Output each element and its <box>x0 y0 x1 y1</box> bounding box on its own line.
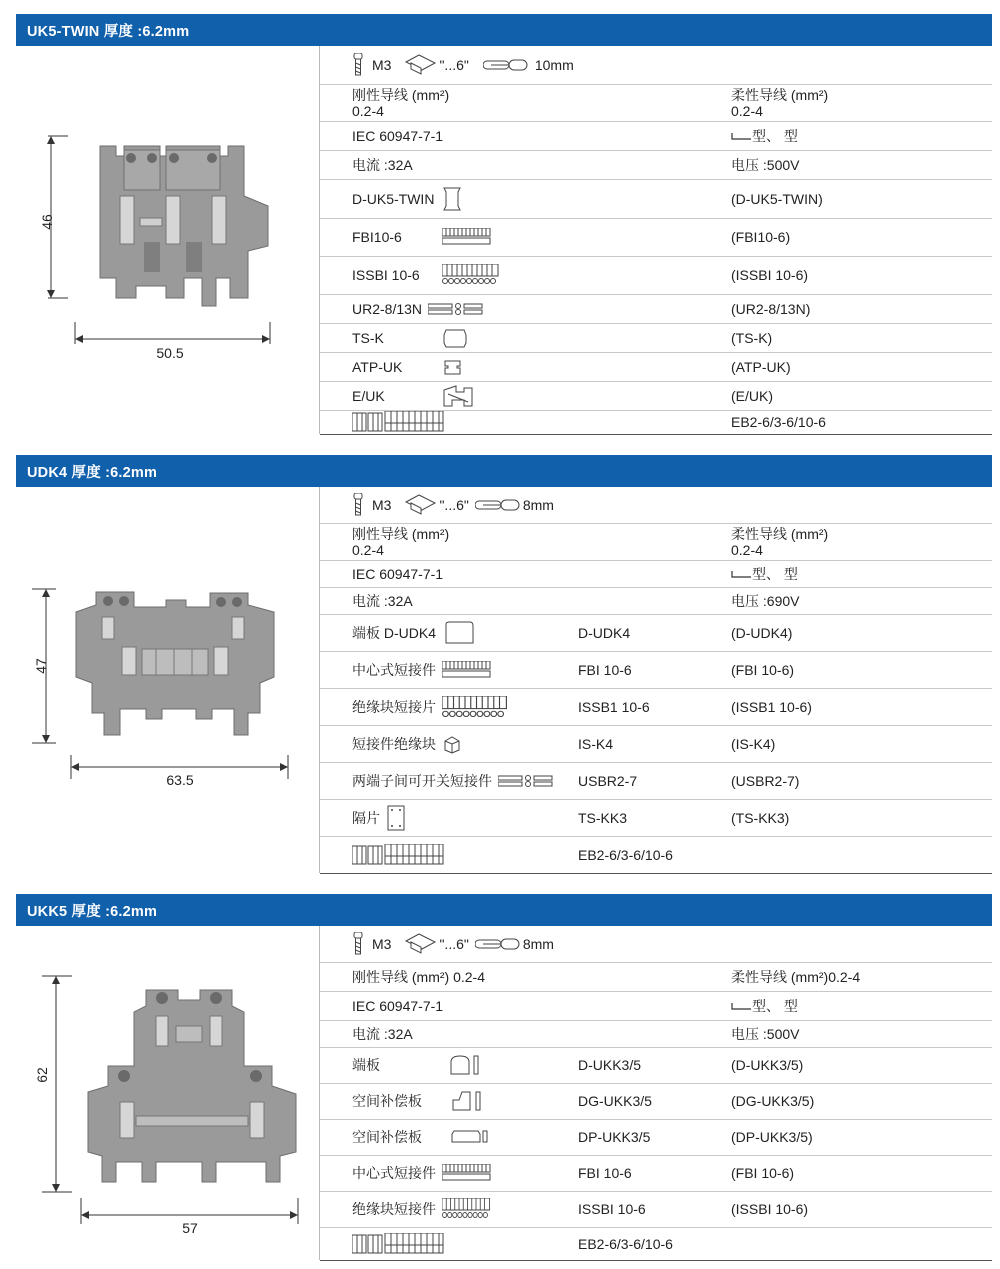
wiring-header-row <box>320 926 992 963</box>
accessory-code: (ISSB1 10-6) <box>731 698 812 715</box>
accessory-label: 隔片 <box>352 809 380 826</box>
accessory-name: E/UK <box>352 387 385 404</box>
strip-length: 8mm <box>522 936 554 952</box>
rigid-value: 0.2-4 <box>352 541 384 558</box>
accessory-label: 绝缘块短接件 <box>352 1201 436 1217</box>
product-illustration-panel <box>16 926 320 1260</box>
spacer-icon <box>450 1088 484 1114</box>
standard-value: IEC 60947-7-1 <box>352 127 444 144</box>
screwdriver-icon <box>405 933 437 955</box>
end-cover-icon <box>448 1052 482 1078</box>
screw-size: M3 <box>372 57 392 73</box>
insulated-bridge-icon <box>442 264 500 286</box>
conductor-row <box>320 84 992 122</box>
terminal-body <box>76 592 274 735</box>
screwdriver-size: "...6" <box>439 936 469 952</box>
end-stop-icon <box>442 384 480 408</box>
accessory-code: (DP-UKK3/5) <box>731 1129 813 1145</box>
accessory-code: (FBI10-6) <box>731 229 791 245</box>
accessory-code: (D-UKK3/5) <box>731 1057 804 1073</box>
screw-size: M3 <box>372 497 392 513</box>
rating-row <box>320 150 992 180</box>
accessory-code: (ISSBI 10-6) <box>731 1201 809 1217</box>
section-title: UDK4 厚度 :6.2mm <box>27 464 158 481</box>
screwdriver-icon <box>405 494 437 516</box>
marker-strip-icon <box>352 1233 444 1255</box>
accessory-row <box>320 352 992 382</box>
accessory-code: (FBI 10-6) <box>731 661 795 678</box>
rigid-label: 刚性导线 (mm²) 0.2-4 <box>352 968 485 985</box>
current-rating: 电流 :32A <box>352 1025 413 1042</box>
accessory-code: (E/UK) <box>731 387 773 404</box>
accessory-row <box>320 1191 992 1228</box>
clip-icon <box>442 358 464 376</box>
accessory-row <box>320 614 992 652</box>
section-uk5-twin <box>16 14 992 434</box>
strip-length-icon <box>483 55 529 75</box>
accessory-code: (TS-K) <box>731 329 773 346</box>
bridge-icon <box>442 1164 492 1182</box>
terminal-body <box>88 990 296 1182</box>
conductor-row <box>320 962 992 992</box>
rail-types-text: 型、 型 <box>752 127 798 144</box>
standard-row <box>320 121 992 151</box>
accessory-name: DP-UKK3/5 <box>578 1129 651 1145</box>
accessory-name: DG-UKK3/5 <box>578 1093 652 1109</box>
marker-row <box>320 1227 992 1261</box>
marker-row <box>320 836 992 874</box>
accessory-name: UR2-8/13N <box>352 300 423 317</box>
wiring-header-row <box>320 487 992 524</box>
accessory-row <box>320 381 992 411</box>
marker-code: EB2-6/3-6/10-6 <box>731 414 826 430</box>
section-udk4 <box>16 455 992 873</box>
end-cover-icon <box>442 620 476 646</box>
screw-size: M3 <box>372 936 392 952</box>
accessory-name: D-UKK3/5 <box>578 1057 642 1073</box>
accessory-code: (UR2-8/13N) <box>731 300 811 317</box>
accessory-name: D-UDK4 <box>578 624 631 641</box>
product-illustration-panel <box>16 487 320 873</box>
accessory-name: ATP-UK <box>352 358 403 375</box>
accessory-row <box>320 294 992 324</box>
accessory-label: 两端子间可开关短接件 <box>352 772 492 789</box>
strip-length-icon <box>475 495 521 515</box>
current-rating: 电流 :32A <box>352 156 413 173</box>
accessory-name: USBR2-7 <box>578 772 638 789</box>
standard-value: IEC 60947-7-1 <box>352 997 444 1014</box>
standard-row <box>320 991 992 1021</box>
accessory-row <box>320 1047 992 1084</box>
product-illustration-panel <box>16 46 320 434</box>
height-dimension-value: 47 <box>33 658 49 674</box>
rigid-label: 刚性导线 (mm²) <box>352 86 450 103</box>
section-ukk5 <box>16 894 992 1260</box>
rail-types-text: 型、 型 <box>752 997 798 1014</box>
conductor-row <box>320 523 992 561</box>
bridge-icon <box>442 228 492 246</box>
switch-bridge-icon <box>498 774 554 788</box>
marker-strip-icon <box>352 411 444 433</box>
screw-icon <box>352 53 364 77</box>
accessory-row <box>320 1119 992 1156</box>
wiring-header-row <box>320 46 992 85</box>
flat-spacer-icon <box>448 1128 490 1146</box>
accessory-code: (ISSBI 10-6) <box>731 267 809 283</box>
strip-length-icon <box>475 934 521 954</box>
insulated-bridge-icon <box>442 696 508 718</box>
terminal-body <box>100 146 268 306</box>
accessory-row <box>320 323 992 353</box>
marker-code: EB2-6/3-6/10-6 <box>578 846 673 863</box>
accessory-name: TS-K <box>352 329 384 346</box>
accessory-row <box>320 1155 992 1192</box>
accessory-label: 短接件绝缘块 <box>352 735 436 752</box>
accessory-code: (D-UDK4) <box>731 624 793 641</box>
accessory-name: TS-KK3 <box>578 809 628 826</box>
accessory-row <box>320 1083 992 1120</box>
rail-types-text: 型、 型 <box>752 565 798 582</box>
strip-length: 8mm <box>522 497 554 513</box>
screwdriver-size: "...6" <box>439 497 469 513</box>
rigid-label: 刚性导线 (mm²) <box>352 525 450 542</box>
spec-table <box>320 926 992 1260</box>
accessory-name: D-UK5-TWIN <box>352 190 435 207</box>
accessory-label: 绝缘块短接片 <box>352 698 436 715</box>
flexible-value: 0.2-4 <box>731 102 763 119</box>
section-title-bar <box>16 14 992 46</box>
accessory-name: IS-K4 <box>578 735 614 752</box>
accessory-name: FBI10-6 <box>352 229 402 245</box>
accessory-label: 端板 <box>352 1057 380 1073</box>
accessory-row <box>320 179 992 219</box>
accessory-name: FBI 10-6 <box>578 1165 632 1181</box>
accessory-name: ISSBI 10-6 <box>578 1201 646 1217</box>
accessory-row <box>320 799 992 837</box>
screw-icon <box>352 493 364 517</box>
section-title-bar <box>16 455 992 487</box>
accessory-code: (ATP-UK) <box>731 358 791 375</box>
accessory-name: FBI 10-6 <box>578 661 632 678</box>
accessory-label: 空间补偿板 <box>352 1129 422 1145</box>
width-dimension-value: 57 <box>182 1220 198 1236</box>
end-cover-icon <box>440 186 464 212</box>
marker-strip-icon <box>352 844 444 866</box>
terminal-block-drawing <box>16 926 319 1260</box>
standard-row <box>320 560 992 588</box>
separator-plate-icon <box>386 804 406 832</box>
terminal-block-drawing <box>16 46 319 434</box>
accessory-label: 中心式短接件 <box>352 1165 436 1181</box>
voltage-rating: 电压 :500V <box>731 1025 800 1042</box>
bridge-icon <box>442 661 492 679</box>
spec-table <box>320 46 992 434</box>
width-dimension-value: 50.5 <box>156 345 184 361</box>
accessory-row <box>320 218 992 257</box>
accessory-name: ISSBI 10-6 <box>352 267 420 283</box>
partition-icon <box>442 327 468 349</box>
cube-icon <box>442 734 462 754</box>
accessory-row <box>320 688 992 726</box>
section-title: UK5-TWIN 厚度 :6.2mm <box>27 23 190 40</box>
flexible-label: 柔性导线 (mm²) <box>731 525 829 542</box>
accessory-row <box>320 651 992 689</box>
accessory-label: 端板 D-UDK4 <box>352 624 437 641</box>
marker-row <box>320 410 992 435</box>
accessory-code: (FBI 10-6) <box>731 1165 795 1181</box>
accessory-code: (TS-KK3) <box>731 809 790 826</box>
accessory-code: (IS-K4) <box>731 735 776 752</box>
height-dimension-value: 62 <box>34 1067 50 1083</box>
terminal-block-drawing <box>16 487 319 873</box>
switch-bridge-icon <box>428 302 484 316</box>
screwdriver-icon <box>405 54 437 76</box>
screwdriver-size: "...6" <box>439 57 469 73</box>
voltage-rating: 电压 :500V <box>731 156 800 173</box>
marker-code: EB2-6/3-6/10-6 <box>578 1235 673 1252</box>
flexible-value: 0.2-4 <box>731 541 763 558</box>
rigid-value: 0.2-4 <box>352 102 384 119</box>
height-dimension-value: 46 <box>39 214 55 230</box>
accessory-row <box>320 725 992 763</box>
screw-icon <box>352 932 364 956</box>
flexible-label: 柔性导线 (mm²)0.2-4 <box>731 968 861 985</box>
accessory-name: ISSB1 10-6 <box>578 698 650 715</box>
width-dimension-value: 63.5 <box>166 772 194 788</box>
rating-row <box>320 587 992 615</box>
insulated-bridge-icon <box>442 1198 492 1220</box>
accessory-code: (USBR2-7) <box>731 772 800 789</box>
accessory-row <box>320 762 992 800</box>
accessory-code: (D-UK5-TWIN) <box>731 190 823 207</box>
voltage-rating: 电压 :690V <box>731 592 800 609</box>
accessory-code: (DG-UKK3/5) <box>731 1093 815 1109</box>
section-title-bar <box>16 894 992 926</box>
accessory-row <box>320 256 992 295</box>
strip-length: 10mm <box>534 57 574 73</box>
accessory-label: 空间补偿板 <box>352 1093 422 1109</box>
accessory-label: 中心式短接件 <box>352 661 436 678</box>
section-title: UKK5 厚度 :6.2mm <box>27 903 158 920</box>
spec-table <box>320 487 992 873</box>
current-rating: 电流 :32A <box>352 592 413 609</box>
rating-row <box>320 1020 992 1048</box>
standard-value: IEC 60947-7-1 <box>352 565 444 582</box>
flexible-label: 柔性导线 (mm²) <box>731 86 829 103</box>
